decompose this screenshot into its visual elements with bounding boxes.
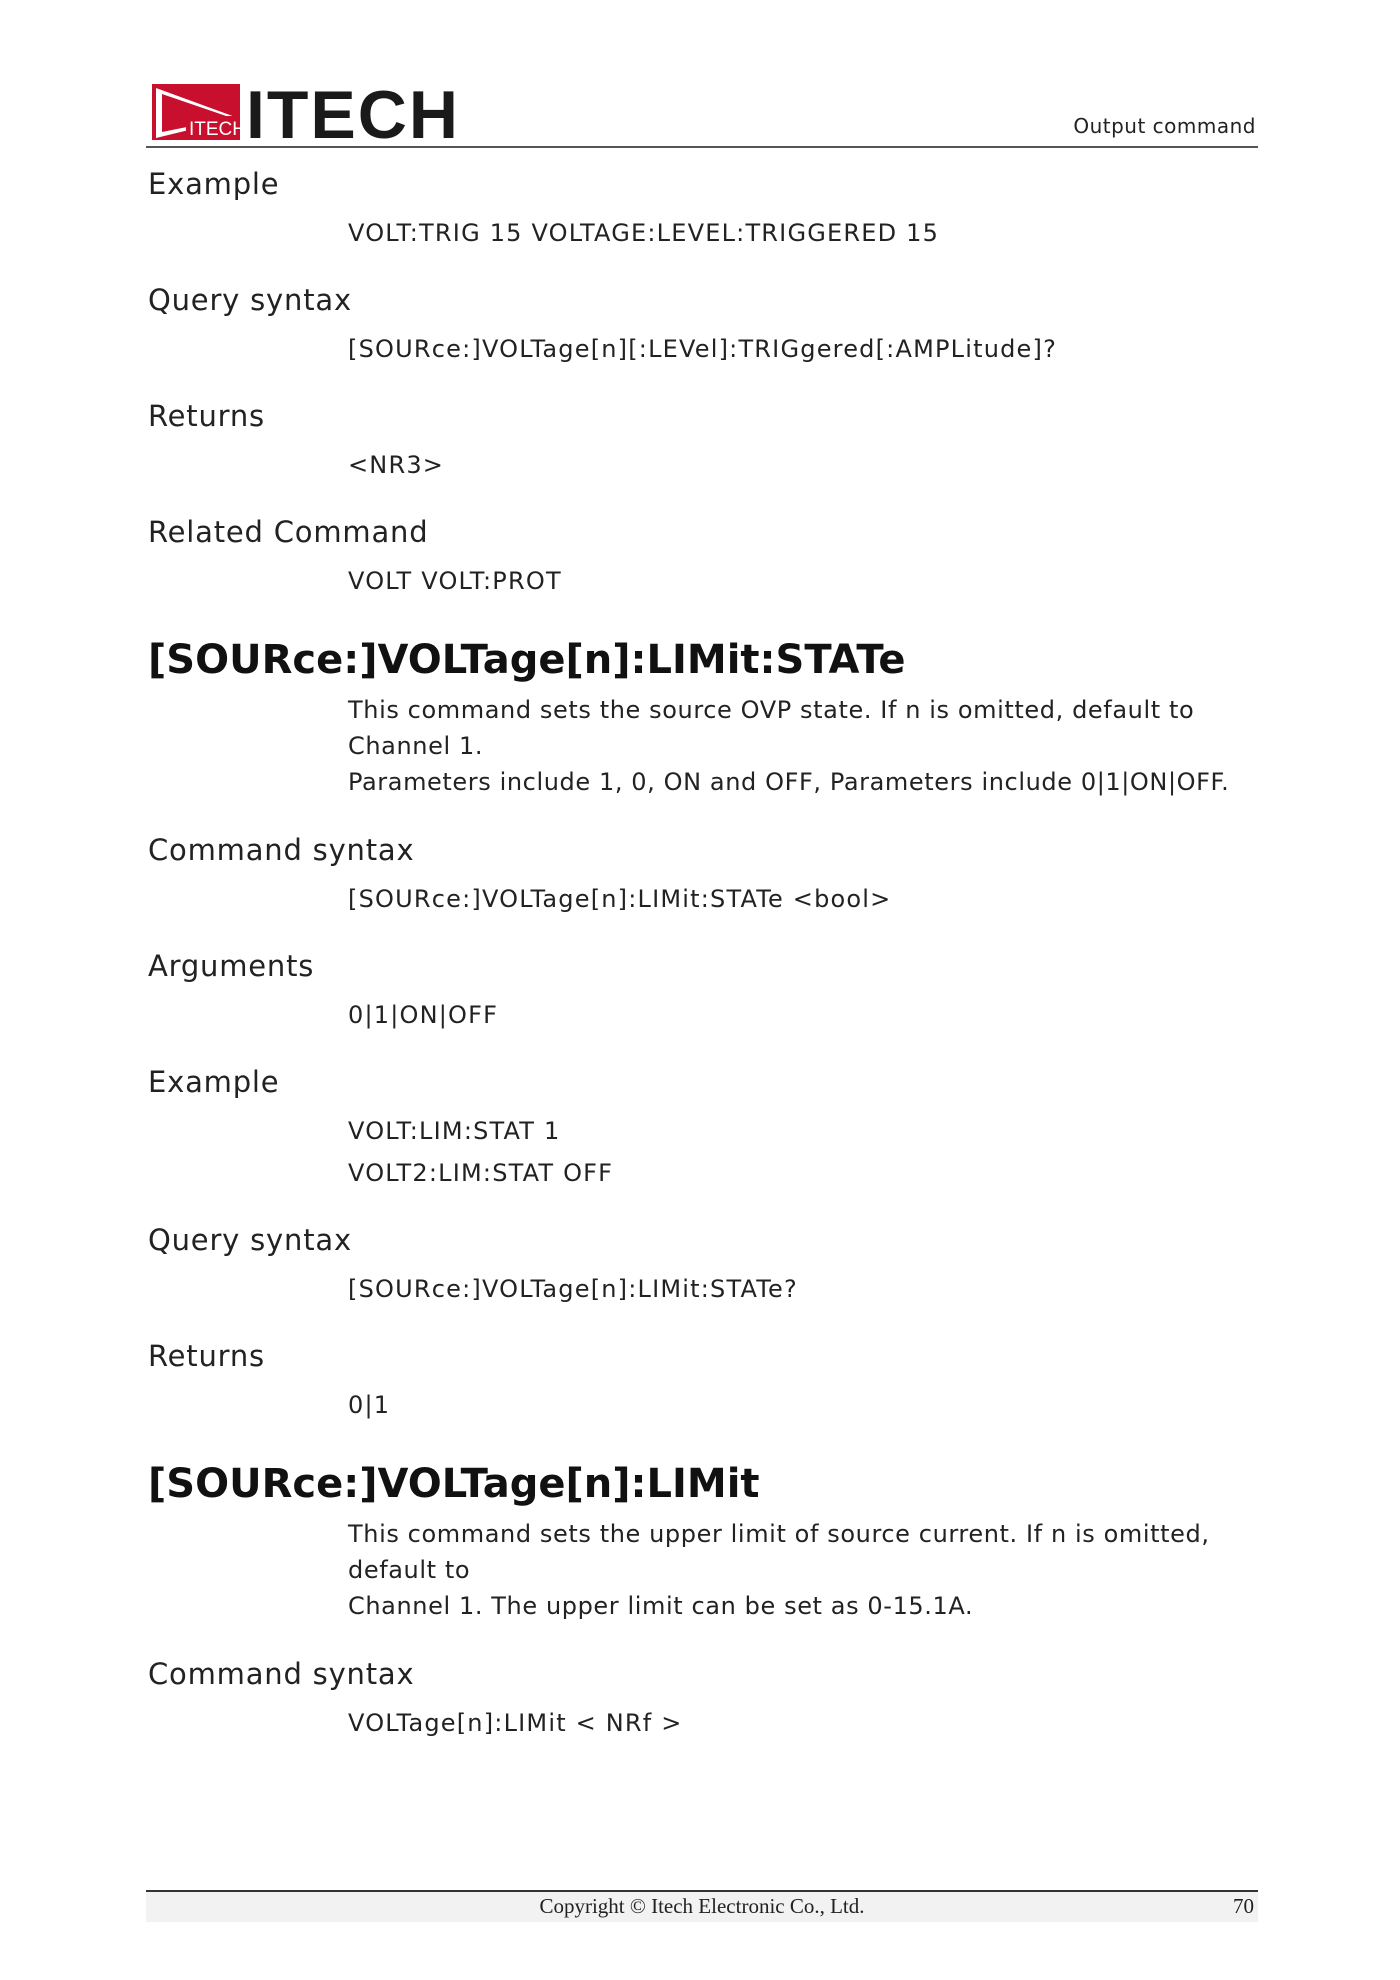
section-value: [SOURce:]VOLTage[n][:LEVel]:TRIGgered[:AMPLitude]?: [348, 335, 1058, 363]
section-values: [148, 1110, 1258, 1194]
section-value: VOLT VOLT:PROT: [348, 567, 562, 595]
section-values: [148, 994, 1258, 1036]
command-blocks: [148, 828, 1258, 1426]
description-line: Channel 1. The upper limit can be set as 0-15.1A.: [348, 1592, 974, 1620]
section-block: [148, 278, 1258, 370]
section-label: Query syntax: [148, 1223, 352, 1257]
logo-badge-text: ITECH: [189, 119, 246, 140]
section-values: [148, 1384, 1258, 1426]
description-line: Parameters include 1, 0, ON and OFF, Parameters include 0|1|ON|OFF.: [348, 768, 1230, 796]
section-value: <NR3>: [348, 451, 445, 479]
section-value: [SOURce:]VOLTage[n]:LIMit:STATe <bool>: [348, 885, 892, 913]
itech-logo: [152, 82, 472, 142]
section-block: [148, 394, 1258, 486]
description-line: This command sets the source OVP state. If n is omitted, default to Channel 1.: [348, 696, 1195, 760]
section-values: [148, 1702, 1258, 1744]
section-block: [148, 510, 1258, 602]
section-value: 0|1|ON|OFF: [348, 1001, 499, 1029]
section-label: Returns: [148, 1339, 265, 1373]
section-value: VOLT:LIM:STAT 1: [348, 1117, 561, 1145]
top-blocks: [148, 162, 1258, 602]
section-value: VOLTage[n]:LIMit < NRf >: [348, 1709, 683, 1737]
logo-text: ITECH: [246, 82, 460, 142]
footer-copyright: Copyright © Itech Electronic Co., Ltd.: [539, 1894, 865, 1918]
section-value: VOLT:TRIG 15 VOLTAGE:LEVEL:TRIGGERED 15: [348, 219, 940, 247]
section-value: [SOURce:]VOLTage[n]:LIMit:STATe?: [348, 1275, 798, 1303]
section-label: Related Command: [148, 515, 429, 549]
section-block: [148, 1652, 1258, 1744]
section-label: Command syntax: [148, 833, 415, 867]
section-label: Arguments: [148, 949, 315, 983]
section-values: [148, 560, 1258, 602]
page-header: [146, 80, 1258, 148]
section-block: [148, 944, 1258, 1036]
description-line: This command sets the upper limit of source current. If n is omitted, default to: [348, 1520, 1210, 1584]
page-content: [148, 162, 1258, 1768]
section-block: [148, 1060, 1258, 1194]
command-title: [SOURce:]VOLTage[n]:LIMit: [148, 1461, 760, 1507]
command-blocks: [148, 1652, 1258, 1744]
section-values: [148, 212, 1258, 254]
section-values: [148, 1268, 1258, 1310]
section-label: Returns: [148, 399, 265, 433]
section-block: [148, 1218, 1258, 1310]
section-block: [148, 162, 1258, 254]
section-values: [148, 328, 1258, 370]
section-label: Example: [148, 167, 280, 201]
section-value: 0|1: [348, 1391, 391, 1419]
section-values: [148, 444, 1258, 486]
page-footer: [146, 1890, 1258, 1922]
section-values: [148, 878, 1258, 920]
page-number: 70: [1233, 1894, 1254, 1918]
section-label: Query syntax: [148, 283, 352, 317]
command-title: [SOURce:]VOLTage[n]:LIMit:STATe: [148, 637, 906, 683]
section-block: [148, 828, 1258, 920]
section-value: VOLT2:LIM:STAT OFF: [348, 1159, 614, 1187]
command-description: [148, 692, 1258, 800]
section-label: Example: [148, 1065, 280, 1099]
command-description: [148, 1516, 1258, 1624]
section-label: Command syntax: [148, 1657, 415, 1691]
section-block: [148, 1334, 1258, 1426]
header-section-title: Output command: [1073, 114, 1256, 138]
